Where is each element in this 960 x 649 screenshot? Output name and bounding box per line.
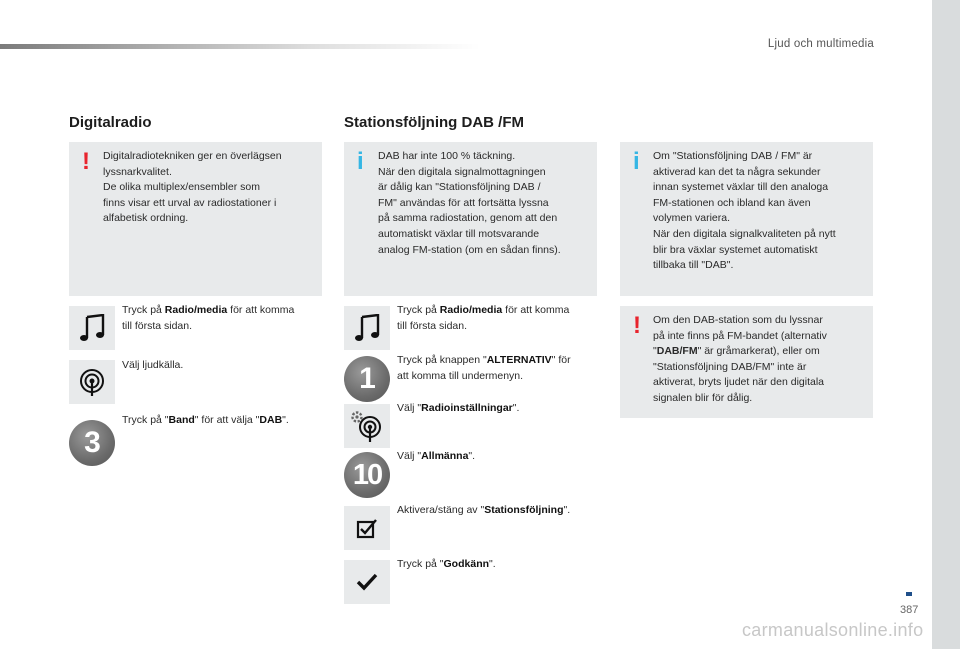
music-note-icon-box: [344, 306, 390, 350]
checkbox-icon-box: [344, 506, 390, 550]
warning-note-digitalradio: [69, 142, 322, 296]
checkbox-icon: [356, 517, 378, 539]
checkmark-icon: [356, 572, 378, 592]
badge-three: 3: [69, 420, 115, 466]
step-select-general: Välj "Allmänna".: [397, 450, 476, 462]
step-toggle-station-following: Aktivera/stäng av "Stationsföljning".: [397, 504, 571, 516]
info-note-switching: [620, 142, 873, 296]
step-select-radio-settings: Välj "Radioinställningar".: [397, 402, 520, 414]
radio-source-icon-box: [69, 360, 115, 404]
step-press-band: Tryck på "Band" för att välja "DAB".: [122, 414, 289, 426]
step-press-radio-media: Tryck på Radio/media för att komma till första sidan.: [122, 304, 295, 332]
step-press-confirm: Tryck på "Godkänn".: [397, 558, 496, 570]
radio-settings-icon-box: [344, 404, 390, 448]
warning-icon: !: [633, 312, 641, 339]
music-note-icon: [79, 314, 105, 342]
side-tab: [932, 0, 960, 649]
warning-note-fm-band: [620, 306, 873, 418]
warning-icon: !: [82, 148, 90, 175]
watermark: carmanualsonline.info: [742, 620, 924, 640]
page-marker: [906, 592, 912, 596]
heading-digitalradio: Digitalradio: [69, 114, 152, 131]
warning-text: Om den DAB-station som du lyssnar på inte finns på FM-bandet (alternativ "DAB/FM" är gråmarkerat), eller om "Stationsföljning DAB/FM" inte är aktiverat, bryts ljudet när den digitala signalen blir för dålig.: [653, 314, 827, 404]
step-press-options: Tryck på knappen "ALTERNATIV" för att komma till undermenyn.: [397, 354, 571, 382]
music-note-icon: [354, 314, 380, 342]
warning-text: Digitalradiotekniken ger en överlägsen lyssnarkvalitet. De olika multiplex/ensembler som finns visar ett urval av radiostationer i alfabetisk ordning.: [103, 150, 282, 225]
info-text: DAB har inte 100 % täckning. När den digitala signalmottagningen är dålig kan "Stationsföljning DAB / FM" användas för att fortsätta lyssna på samma radiostation, genom att den automatiskt växlar till motsvarande analog FM-station (om en sådan finns).: [378, 150, 561, 256]
info-icon: i: [357, 148, 364, 175]
music-note-icon-box: [69, 306, 115, 350]
info-note-dab-coverage: [344, 142, 597, 296]
badge-ten: 10: [344, 452, 390, 498]
radio-settings-icon: [349, 409, 385, 443]
step-press-radio-media: Tryck på Radio/media för att komma till första sidan.: [397, 304, 570, 332]
info-text: Om "Stationsföljning DAB / FM" är aktiverad kan det ta några sekunder innan systemet växlar till den analoga FM-stationen och ibland kan även volymen variera. När den digitala signalkvaliteten på nytt blir bra växlar systemet automatiskt tillbaka till "DAB".: [653, 150, 836, 272]
step-select-source: Välj ljudkälla.: [122, 359, 184, 371]
header-rule: [0, 44, 480, 49]
page-number: 387: [900, 604, 919, 616]
checkmark-icon-box: [344, 560, 390, 604]
section-title: Ljud och multimedia: [767, 38, 874, 50]
radio-antenna-icon: [77, 367, 107, 397]
info-icon: i: [633, 148, 640, 175]
heading-station-following: Stationsföljning DAB /FM: [344, 114, 524, 131]
badge-one: 1: [344, 356, 390, 402]
